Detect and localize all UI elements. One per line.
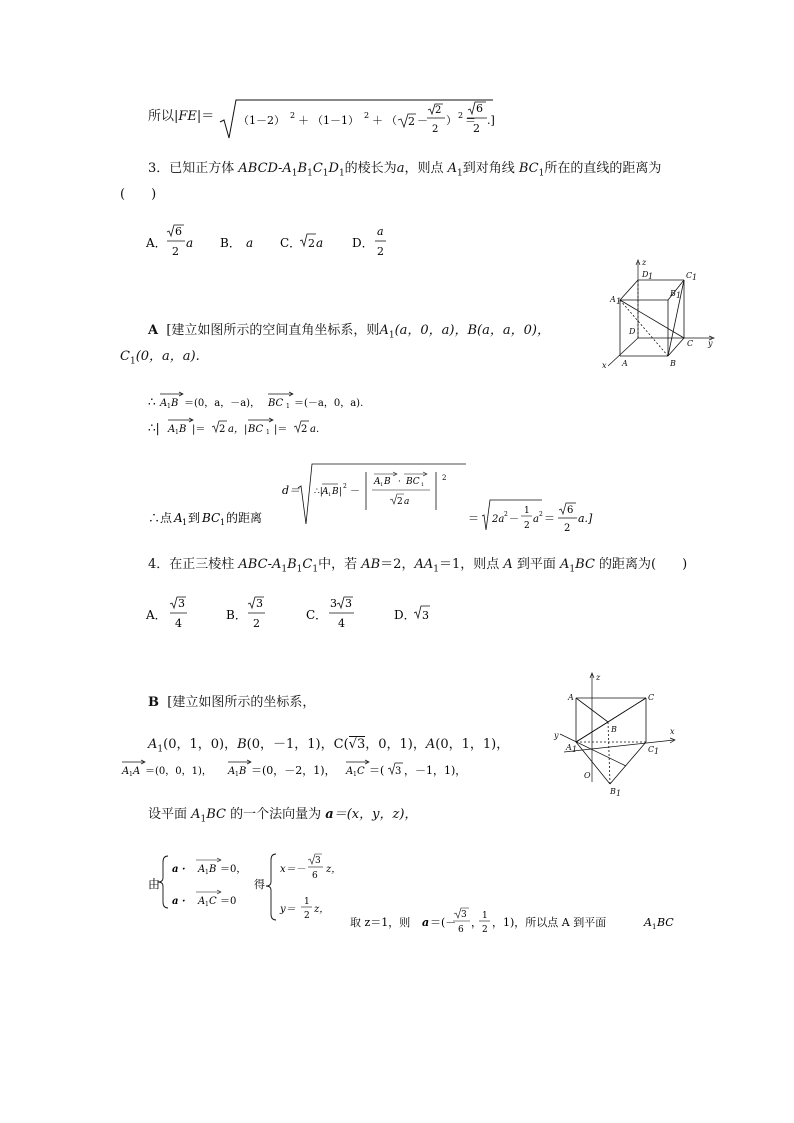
svg-text:到: 到 (188, 511, 201, 525)
svg-text:.]: .] (487, 114, 495, 127)
svg-text:C: C (648, 745, 655, 754)
svg-text:3: 3 (178, 597, 185, 610)
svg-text:a: a (377, 225, 384, 238)
a3-vectors-line2 (146, 414, 406, 438)
svg-text:a ·: a · (172, 864, 186, 875)
a4-system (146, 848, 686, 934)
svg-text:，1)，所以点 A 到平面: ，1)，所以点 A 到平面 (492, 916, 607, 929)
a4-coords: $A_1(0$，1，0)，B(0，－1，1)，C(√3，0，1)，A(0，1，1)， (148, 737, 510, 755)
svg-text:B: B (670, 289, 676, 298)
svg-text:A: A (122, 766, 130, 777)
svg-text:－: － (417, 114, 428, 127)
q4-options (140, 594, 460, 634)
svg-text:6: 6 (458, 925, 464, 934)
svg-text:（: （ (386, 114, 397, 127)
svg-text:A: A (174, 511, 183, 525)
svg-text:a.: a. (310, 424, 320, 435)
svg-text:的距离: 的距离 (226, 511, 263, 525)
svg-text:2: 2 (482, 925, 488, 934)
svg-text:）: ） (446, 114, 457, 127)
q3-paren: ( ) (120, 187, 157, 202)
svg-text:＝(: ＝( (369, 764, 385, 777)
svg-text:∴|: ∴| (314, 487, 323, 497)
svg-text:（1－2）: （1－2） (238, 114, 285, 127)
svg-text:A: A (198, 896, 206, 907)
svg-text:z，: z， (314, 904, 330, 915)
svg-text:C: C (357, 766, 365, 777)
svg-text:＝0: ＝0 (220, 896, 237, 907)
svg-text:|＝: |＝ (192, 424, 206, 435)
svg-text:∴点: ∴点 (148, 511, 173, 525)
svg-text:＝: ＝ (468, 512, 479, 525)
svg-text:1: 1 (652, 923, 657, 931)
svg-text:B．: B． (220, 236, 241, 250)
svg-text:y＝: y＝ (280, 904, 296, 915)
svg-text:1: 1 (572, 745, 578, 754)
svg-text:＝(0，0，1)，: ＝(0，0，1)， (145, 766, 212, 777)
a4-vectors (118, 756, 518, 782)
svg-text:BC: BC (657, 916, 674, 929)
svg-text:3: 3 (330, 597, 337, 610)
svg-text:C: C (687, 339, 694, 348)
svg-text:A: A (566, 743, 572, 752)
svg-text:B: B (239, 766, 247, 777)
svg-text:a: a (533, 514, 539, 525)
svg-text:1: 1 (205, 901, 209, 908)
svg-text:2: 2 (539, 511, 543, 518)
svg-text:2: 2 (458, 111, 464, 120)
svg-text:2: 2 (308, 237, 315, 250)
svg-text:1: 1 (482, 911, 488, 921)
svg-text:x: x (670, 727, 675, 736)
svg-text:（1－1）: （1－1） (312, 114, 359, 127)
svg-text:1: 1 (616, 789, 622, 798)
svg-text:A: A (610, 295, 616, 304)
svg-text:＝(－a，0，a).: ＝(－a，0，a). (294, 398, 364, 409)
svg-text:2: 2 (432, 124, 439, 135)
svg-text:a.]: a.] (578, 512, 593, 525)
svg-text:a: a (404, 497, 410, 507)
svg-text:x: x (602, 361, 607, 370)
svg-text:2: 2 (397, 497, 403, 507)
svg-text:B: B (171, 398, 179, 409)
svg-text:1: 1 (616, 297, 622, 306)
svg-text:2: 2 (564, 523, 571, 534)
svg-text:A: A (346, 766, 354, 777)
svg-text:a，|: a，| (228, 424, 248, 435)
svg-text:＝(－: ＝(－ (430, 916, 457, 929)
svg-text:D．: D． (394, 608, 416, 622)
svg-text:2: 2 (435, 105, 442, 116)
svg-text:－: － (509, 514, 519, 525)
svg-text:3: 3 (256, 597, 263, 610)
a4-normal: 设平面 $A_1BC$ 的一个法向量为 a＝(x，y，z)， (148, 807, 418, 825)
svg-text:1: 1 (353, 771, 357, 778)
svg-text:B．: B． (226, 608, 247, 622)
svg-text:6: 6 (476, 102, 483, 115)
svg-text:2: 2 (442, 474, 447, 482)
svg-text:4: 4 (338, 617, 345, 630)
svg-text:B: B (332, 487, 339, 497)
svg-text:A．: A． (146, 608, 167, 622)
svg-text:A: A (133, 766, 141, 777)
svg-text:＝: ＝ (544, 512, 555, 525)
svg-text:a ·: a · (172, 896, 186, 907)
svg-text:3: 3 (395, 766, 402, 777)
svg-text:＝(0，－2，1)，: ＝(0，－2，1)， (251, 764, 336, 777)
svg-text:A: A (568, 693, 574, 702)
svg-text:6: 6 (175, 225, 182, 238)
svg-text:D: D (642, 270, 649, 279)
svg-text:6: 6 (312, 871, 318, 881)
svg-text:2: 2 (304, 911, 310, 921)
svg-text:1: 1 (129, 771, 133, 778)
svg-text:3: 3 (461, 910, 467, 920)
svg-text:BC: BC (202, 511, 221, 525)
svg-text:2: 2 (219, 424, 226, 435)
svg-text:a: a (246, 236, 254, 250)
svg-text:1: 1 (648, 272, 654, 281)
svg-text:＋: ＋ (298, 114, 309, 127)
svg-text:1: 1 (328, 492, 332, 498)
svg-text:1: 1 (182, 518, 188, 527)
svg-text:BC: BC (406, 477, 420, 487)
a3-intro-2: $C_1(0$，a，a). (120, 349, 200, 367)
svg-text:2: 2 (504, 511, 508, 518)
svg-text:B: B (610, 787, 616, 796)
cube-figure (598, 256, 722, 372)
svg-text:C: C (209, 896, 217, 907)
svg-text:3: 3 (422, 609, 429, 622)
svg-text:A: A (644, 916, 652, 929)
svg-text:1: 1 (286, 403, 290, 410)
svg-text:1: 1 (220, 518, 226, 527)
svg-text:1: 1 (692, 273, 698, 282)
svg-text:2: 2 (253, 617, 260, 630)
a3-distance-formula (146, 458, 606, 536)
svg-text:y: y (708, 339, 713, 348)
svg-text:BC: BC (268, 398, 284, 409)
svg-text:2: 2 (301, 424, 308, 435)
svg-text:A．: A． (146, 236, 167, 250)
svg-text:1: 1 (266, 429, 270, 436)
svg-text:A: A (322, 487, 329, 497)
prev-result-formula (218, 96, 498, 142)
svg-text:1: 1 (380, 482, 384, 488)
svg-text:x＝－: x＝－ (280, 864, 306, 875)
svg-text:B: B (179, 424, 187, 435)
svg-text:|＝: |＝ (274, 424, 288, 435)
svg-text:D．: D． (352, 236, 374, 250)
svg-text:＋: ＋ (372, 114, 383, 127)
svg-text:A: A (374, 477, 381, 487)
svg-text:∴|: ∴| (148, 421, 160, 435)
svg-text:B: B (611, 725, 617, 734)
svg-text:1: 1 (205, 869, 209, 876)
svg-text:3: 3 (345, 597, 352, 610)
svg-text:1: 1 (235, 771, 239, 778)
svg-text:2: 2 (172, 245, 179, 258)
svg-text:1: 1 (654, 747, 660, 756)
svg-text:A: A (228, 766, 236, 777)
svg-text:B: B (670, 359, 676, 368)
svg-text:得: 得 (254, 878, 265, 891)
svg-text:6: 6 (567, 505, 574, 516)
svg-text:A: A (160, 398, 168, 409)
svg-text:a: a (422, 916, 430, 929)
svg-text:C: C (648, 693, 655, 702)
svg-text:1: 1 (304, 897, 310, 907)
svg-text:a: a (186, 236, 194, 250)
svg-text:2a: 2a (492, 514, 505, 525)
svg-text:1: 1 (524, 506, 530, 516)
a4-intro: B [建立如图所示的坐标系， (148, 695, 316, 710)
a3-intro: A [建立如图所示的空间直角坐标系，则$A_1(a$，0，a)，B(a，a，0)， (148, 323, 550, 341)
svg-text:，: ， (471, 916, 482, 929)
svg-text:1: 1 (421, 482, 425, 488)
svg-text:D: D (629, 327, 636, 336)
svg-text:1: 1 (175, 429, 179, 436)
svg-text:z，: z， (326, 864, 342, 875)
svg-text:∴: ∴ (148, 395, 156, 409)
svg-text:＝(0，a，－a)，: ＝(0，a，－a)， (184, 398, 261, 409)
svg-text:1: 1 (167, 403, 171, 410)
svg-text:O: O (584, 771, 591, 780)
svg-text:A: A (168, 424, 176, 435)
prev-result-value (466, 96, 506, 142)
svg-text:z: z (596, 673, 601, 682)
svg-text:B: B (384, 477, 391, 487)
prev-result-line: 所以|FE|＝ (148, 109, 215, 124)
svg-text:1: 1 (676, 291, 682, 300)
svg-text:取 z＝1，则: 取 z＝1，则 (350, 916, 411, 929)
svg-text:·: · (398, 477, 401, 487)
q4-stem: 4．在正三棱柱 ABC-$A_1B_1C_1$中，若 AB＝2，$AA_1=1$，则点 A 到平面 $A_1BC$ 的距离为( ) (148, 557, 688, 575)
svg-text:y: y (554, 731, 559, 740)
q3-options (140, 224, 420, 264)
svg-text:2: 2 (377, 245, 384, 258)
svg-text:3: 3 (315, 856, 321, 866)
svg-text:4: 4 (175, 617, 182, 630)
svg-text:A: A (622, 359, 628, 368)
svg-text:2: 2 (343, 483, 347, 490)
prism-figure (548, 670, 684, 798)
svg-text:2: 2 (524, 521, 530, 531)
svg-text:A: A (198, 864, 206, 875)
svg-text:由: 由 (148, 877, 161, 891)
a3-vectors-line1 (146, 388, 406, 410)
svg-text:B: B (209, 864, 217, 875)
svg-text:－: － (350, 486, 360, 497)
svg-text:2: 2 (290, 111, 296, 120)
svg-text:＝: ＝ (465, 114, 476, 127)
svg-text:BC: BC (248, 424, 264, 435)
svg-text:d＝: d＝ (282, 484, 301, 497)
svg-text:|: | (339, 487, 343, 497)
svg-text:C: C (686, 271, 693, 280)
svg-text:C．: C． (306, 608, 328, 622)
q3-stem: 3．已知正方体 ABCD-$A_1B_1C_1D_1$的棱长为a，则点 $A_1$到对角线 $BC_1$所在的直线的距离为 (148, 161, 662, 179)
svg-text:＝0，: ＝0， (220, 864, 247, 875)
svg-text:z: z (642, 258, 647, 267)
svg-text:，－1，1)，: ，－1，1)， (404, 764, 467, 777)
svg-text:2: 2 (364, 111, 370, 120)
svg-text:2: 2 (473, 122, 480, 135)
svg-text:C．: C． (280, 236, 302, 250)
svg-text:a: a (316, 236, 324, 250)
svg-text:2: 2 (408, 115, 415, 128)
